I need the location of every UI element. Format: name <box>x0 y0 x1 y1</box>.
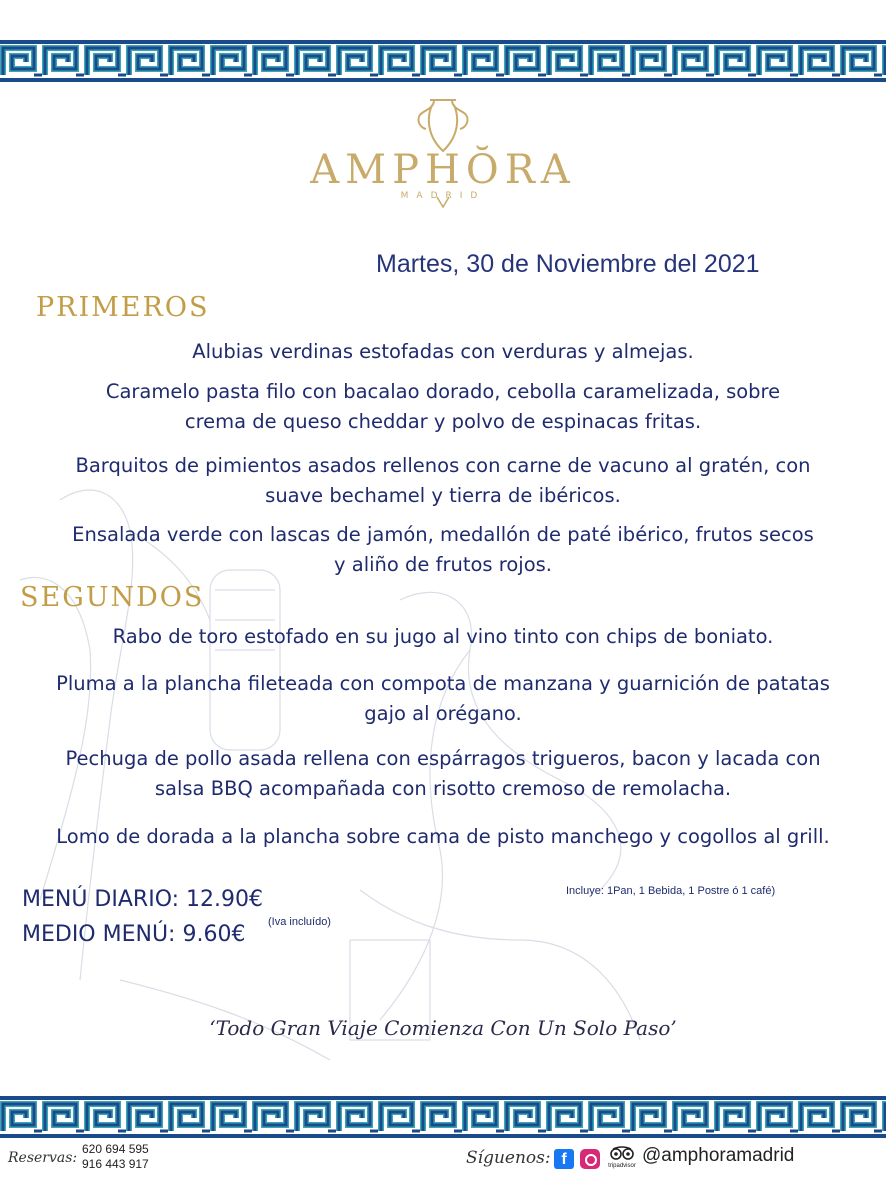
amphora-logo-icon <box>408 95 478 155</box>
logo-wordmark: AMPHŎRA <box>310 147 576 193</box>
iva-note: (Iva incluído) <box>268 916 331 928</box>
amphora-logo <box>0 95 886 225</box>
dish-primeros-3: Barquitos de pimientos asados rellenos con carne de vacuno al gratén, con suave bechamel y tierra de ibéricos. <box>75 454 811 507</box>
tripadvisor-label: tripadvisor <box>608 1163 636 1169</box>
menu-date: Martes, 30 de Noviembre del 2021 <box>376 250 760 278</box>
dish-segundos-4: Lomo de dorada a la plancha sobre cama de pisto manchego y cogollos al grill. <box>56 825 830 848</box>
phone-number-1[interactable]: 620 694 595 <box>82 1142 149 1156</box>
dish-segundos-1: Rabo de toro estofado en su jugo al vino tinto con chips de boniato. <box>112 625 774 648</box>
reservas-phones <box>82 1142 149 1172</box>
section-title-segundos: SEGUNDOS <box>20 582 205 613</box>
siguenos-label: Síguenos: <box>466 1148 551 1168</box>
social-handle[interactable]: @amphoramadrid <box>642 1145 795 1166</box>
instagram-icon[interactable] <box>580 1149 600 1169</box>
reservas-label: Reservas: <box>8 1150 78 1166</box>
tripadvisor-owl-icon <box>607 1146 637 1162</box>
greek-key-border-bottom <box>0 1096 886 1138</box>
medio-menu-price: MEDIO MENÚ: 9.60€ <box>22 922 246 947</box>
tripadvisor-icon[interactable] <box>607 1146 637 1172</box>
phone-number-2[interactable]: 916 443 917 <box>82 1157 149 1171</box>
incluye-note: Incluye: 1Pan, 1 Bebida, 1 Postre ó 1 café) <box>566 885 776 897</box>
menu-diario-price: MENÚ DIARIO: 12.90€ <box>22 887 264 912</box>
dish-primeros-2: Caramelo pasta filo con bacalao dorado, cebolla caramelizada, sobre crema de queso cheddar y polvo de espinacas fritas. <box>105 380 781 433</box>
dish-segundos-2: Pluma a la plancha fileteada con compota de manzana y guarnición de patatas gajo al orégano. <box>56 672 830 725</box>
facebook-icon[interactable]: f <box>554 1149 574 1169</box>
logo-subtitle: MADRID <box>400 191 486 201</box>
logo-chevron-icon <box>435 195 451 209</box>
footer-quote: ‘Todo Gran Viaje Comienza Con Un Solo Paso’ <box>209 1016 677 1040</box>
section-title-primeros: PRIMEROS <box>36 292 210 323</box>
greek-key-border-top <box>0 40 886 82</box>
dish-segundos-3: Pechuga de pollo asada rellena con espárragos trigueros, bacon y lacada con salsa BBQ acompañada con risotto cremoso de remolacha. <box>65 747 821 800</box>
dish-primeros-4: Ensalada verde con lascas de jamón, medallón de paté ibérico, frutos secos y aliño de frutos rojos. <box>72 523 814 576</box>
dish-primeros-1: Alubias verdinas estofadas con verduras y almejas. <box>192 340 694 363</box>
